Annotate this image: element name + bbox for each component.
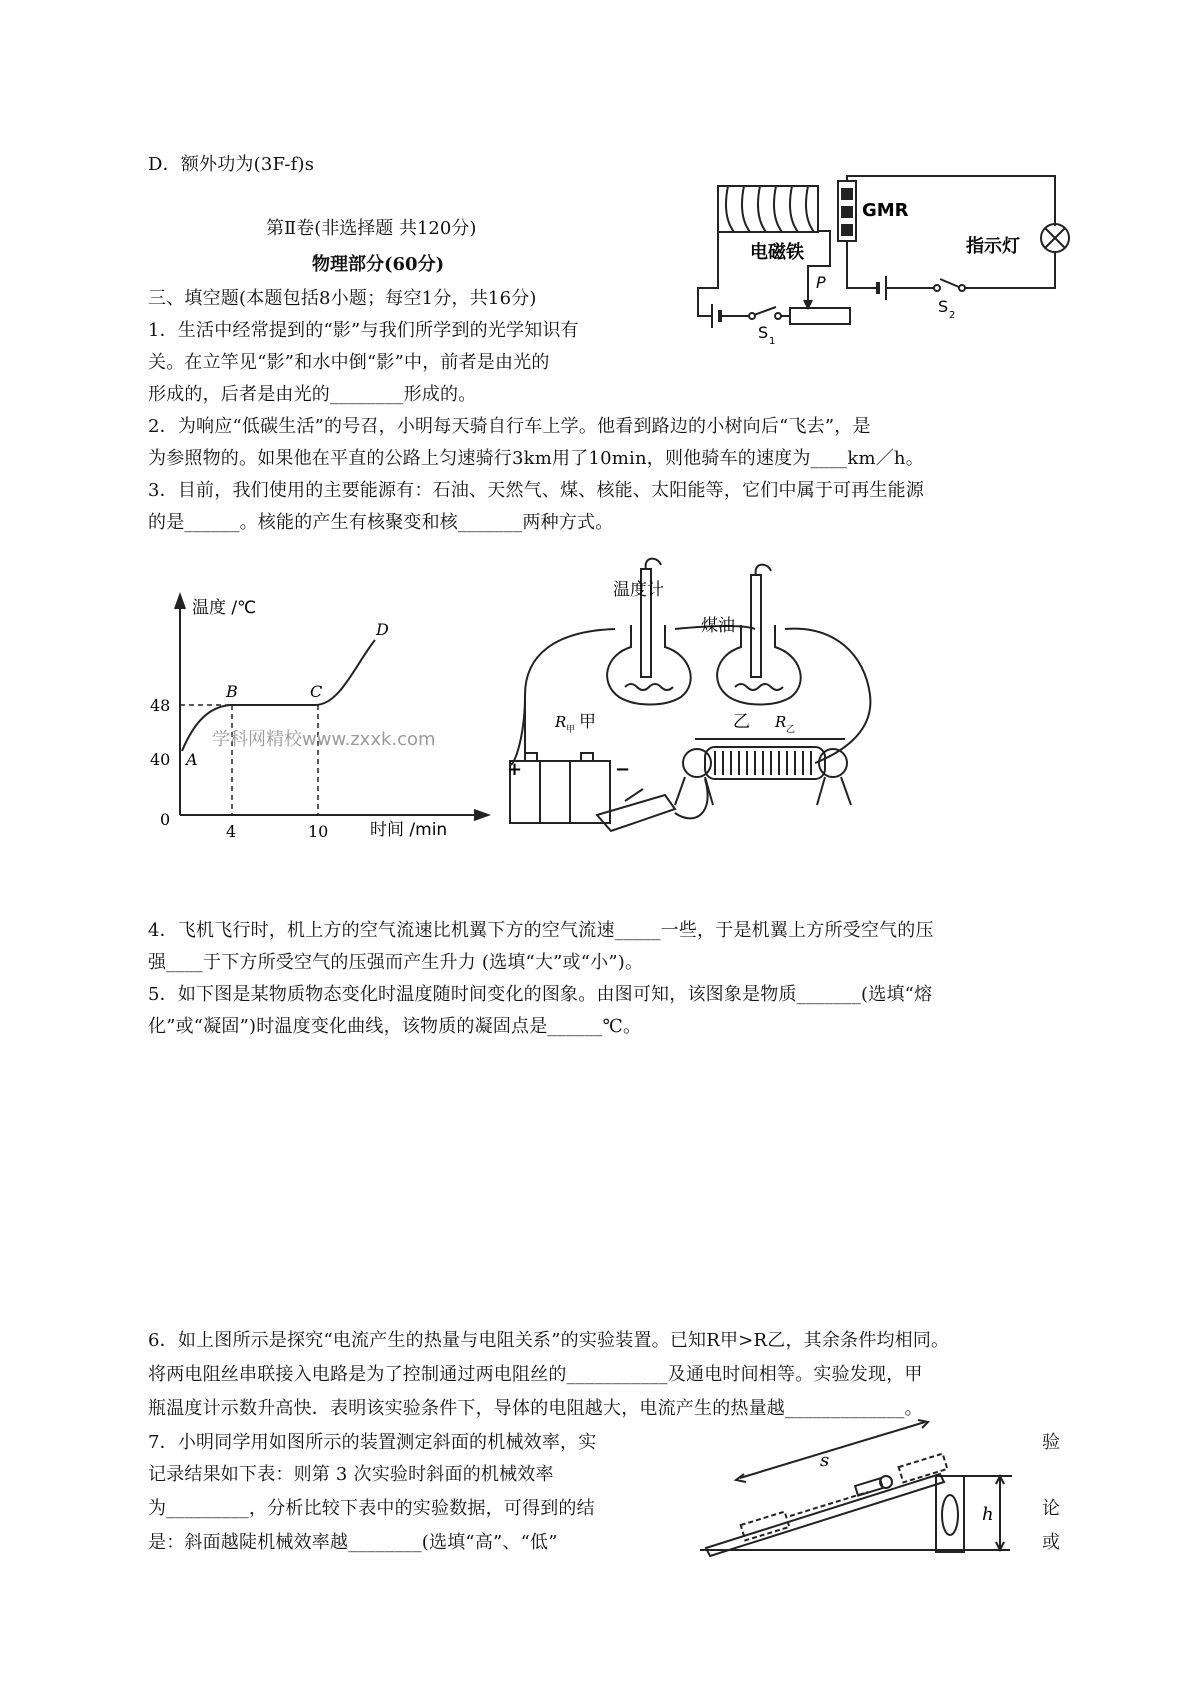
rheostat [790,308,850,324]
q7-line1: 7．小明同学用如图所示的装置测定斜面的机械效率，实 [148,1432,597,1453]
r-jia-label: R [555,713,567,731]
q4-line1: 4．飞机飞行时，机上方的空气流速比机翼下方的空气流速_____一些，于是机翼上方所受空气的压 [148,920,934,941]
section-heading: 三、填空题(本题包括8小题；每空1分，共16分) [148,288,537,309]
incline-board [706,1474,944,1556]
s2-sub: 2 [949,310,956,321]
origin-label: 0 [160,810,171,829]
point-a: A [186,750,198,769]
yi-label: 乙 [733,712,750,732]
r-yi-label: R [775,713,787,731]
electromagnet-label: 电磁铁 [750,242,804,263]
q4-line2: 强____于下方所受空气的压强而产生升力 (选填“大”或“小”)。 [148,952,644,973]
indicator-label: 指示灯 [966,236,1020,257]
q7-line3: 为_________，分析比较下表中的实验数据，可得到的结 [148,1498,595,1519]
r-yi-sub: 乙 [786,725,796,735]
s2-label: S [938,297,949,316]
s1-sub: 1 [769,336,776,347]
battery [510,761,610,823]
s1-label: S [758,323,769,342]
graph-ylabel: 温度 /℃ [192,598,257,618]
x-tick-4: 4 [226,822,237,841]
q5-line2: 化”或“凝固”)时温度变化曲线，该物质的凝固点是______℃。 [148,1016,642,1037]
q6-line2: 将两电阻丝串联接入电路是为了控制通过两电阻丝的___________及通电时间相等。实验发现，甲 [148,1364,923,1385]
coil-windings [726,186,814,232]
electromagnet-core [718,186,818,232]
q1-line2: 关。在立竿见“影”和水中倒“影”中，前者是由光的 [148,352,550,373]
point-d: D [376,620,389,639]
q3-line2: 的是______。核能的产生有核聚变和核_______两种方式。 [148,512,614,533]
q2-line2: 为参照物的。如果他在平直的公路上匀速骑行3km用了10min，则他骑车的速度为____km／h。 [148,448,924,469]
kerosene-label: 煤油 [701,616,735,636]
x-tick-10: 10 [308,822,329,841]
r-jia-sub: 甲 [566,725,576,735]
section-title: 第Ⅱ卷(非选择题 共120分) [266,218,477,239]
temperature-graph [140,585,510,850]
q5-line1: 5．如下图是某物质物态变化时温度随时间变化的图象。由图可知，该图象是物质_______(选填“熔 [148,984,933,1005]
section-subtitle: 物理部分(60分) [312,254,445,275]
flask-jia [607,625,691,705]
knife-switch [597,795,675,831]
incline-figure [700,1420,1040,1560]
support-block [936,1476,964,1552]
q1-line1: 1．生活中经常提到的“影”与我们所学到的光学知识有 [148,320,579,341]
item-d: D．额外功为(3F-f)s [148,154,315,175]
q7-line4-tail: 或 [1042,1532,1060,1553]
point-b: B [226,682,238,701]
q7-line2: 记录结果如下表：则第 3 次实验时斜面的机械效率 [148,1464,554,1485]
jia-label: 甲 [579,712,596,732]
circuit-figure [690,176,1080,351]
minus-terminal: − [615,759,631,780]
flask-yi [717,625,801,705]
apparatus-figure [507,565,885,850]
gmr-label: GMR [862,200,909,221]
y-tick-40: 40 [150,750,171,769]
height-label: h [982,1504,994,1525]
distance-label: s [820,1450,830,1471]
y-tick-48: 48 [150,696,171,715]
point-c: C [310,682,323,701]
plus-terminal: + [507,759,523,780]
watermark: 学科网精校www.zxxk.com [212,729,436,750]
q1-line3: 形成的，后者是由光的________形成的。 [148,384,477,405]
q7-line3-tail: 论 [1042,1498,1060,1519]
q6-line3: 瓶温度计示数升高快．表明该实验条件下，导体的电阻越大，电流产生的热量越_____________。 [148,1398,923,1419]
graph-xlabel: 时间 /min [370,820,448,840]
thermometer-label: 温度计 [613,580,664,600]
q2-line1: 2．为响应“低碳生活”的号召，小明每天骑自行车上学。他看到路边的小树向后“飞去”，是 [148,416,871,437]
q6-line1: 6．如上图所示是探究“电流产生的热量与电阻关系”的实验装置。已知R甲>R乙，其余条件均相同。 [148,1330,950,1351]
q3-line1: 3．目前，我们使用的主要能源有：石油、天然气、煤、核能、太阳能等，它们中属于可再生能源 [148,480,925,501]
slider-label: P [816,273,826,292]
q7-line4: 是：斜面越陡机械效率越________(选填“高”、“低” [148,1532,558,1553]
q7-line1-tail: 验 [1042,1432,1060,1453]
thermometer-2 [751,575,761,677]
